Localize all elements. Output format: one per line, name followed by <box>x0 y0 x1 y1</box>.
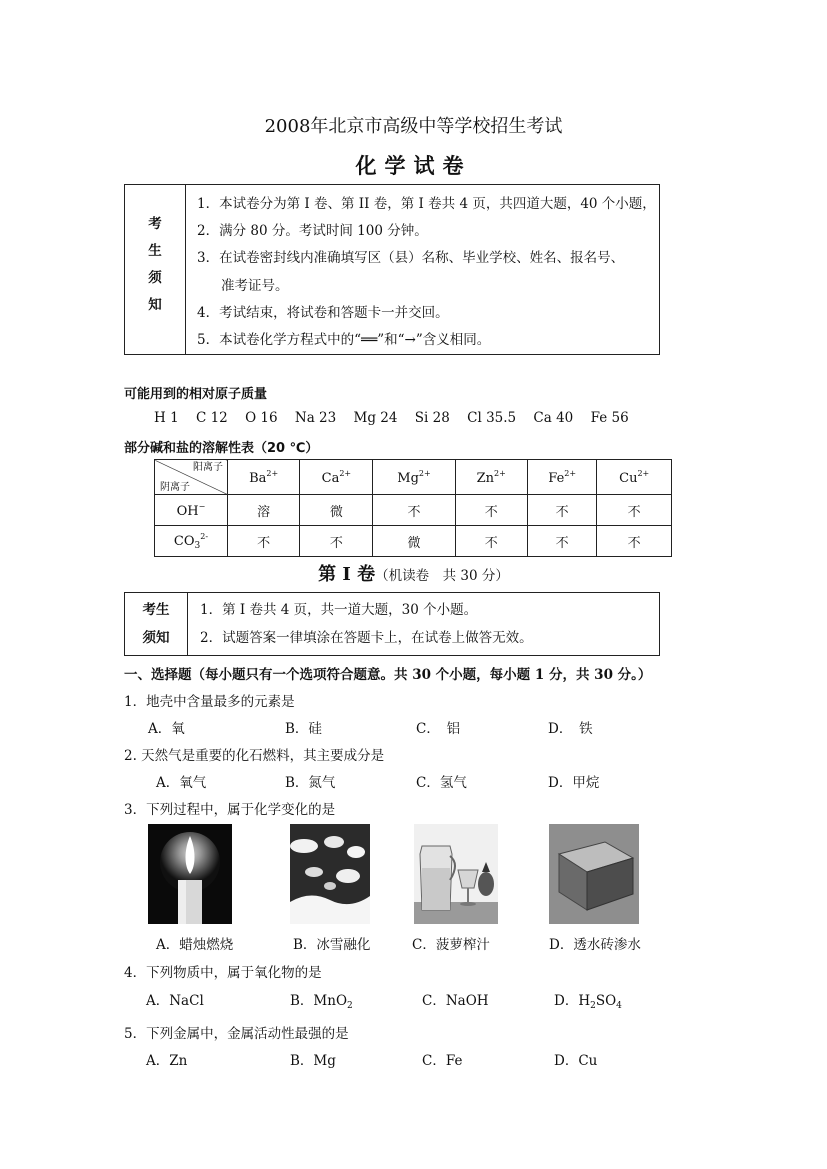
answer-option: C． 铝 <box>416 721 461 737</box>
table-cell: 微 <box>373 526 455 557</box>
table-cell: 不 <box>300 526 373 557</box>
question-stem: 5．下列金属中，金属活动性最强的是 <box>124 1026 349 1042</box>
answer-option: D．$H_2SO_4$ <box>554 993 622 1011</box>
pineapple-juice-image <box>414 824 498 924</box>
table-row <box>155 495 672 526</box>
answer-option: D．透水砖渗水 <box>549 937 641 953</box>
answer-option: C．NaOH <box>422 993 489 1009</box>
answer-option: D．甲烷 <box>548 775 600 791</box>
answer-option: C．菠萝榨汁 <box>412 937 490 953</box>
atomic-mass-list <box>154 410 642 426</box>
answer-option: B．Mg <box>290 1053 336 1069</box>
answer-option: A．NaCl <box>146 993 204 1009</box>
notice-line: 2．试题答案一律填涂在答题卡上，在试卷上做答无效。 <box>200 630 533 646</box>
permeable-brick-image <box>549 824 639 924</box>
section-heading: 一、选择题（每小题只有一个选项符合题意。共 30 个小题，每小题 1 分，共 30 分。） <box>124 667 652 683</box>
cation-header: $Mg^{2+}$ <box>373 460 455 495</box>
table-cell: 不 <box>228 526 300 557</box>
volume-one-title: 第 I 卷 <box>318 564 376 585</box>
notice2-label: 考生 须知 <box>125 593 188 656</box>
cation-header: $Ba^{2+}$ <box>228 460 300 495</box>
answer-option: A．氧 <box>148 721 185 737</box>
question-stem: 1．地壳中含量最多的元素是 <box>124 694 295 710</box>
snow-melting-image <box>290 824 370 924</box>
notice-line: 1．第 I 卷共 4 页，共一道大题，30 个小题。 <box>200 602 478 618</box>
table-cell: 不 <box>373 495 455 526</box>
answer-option: C．氢气 <box>416 775 467 791</box>
table-cell: 不 <box>597 526 672 557</box>
atomic-mass-item: Ca 40 <box>533 410 574 426</box>
answer-option: B．硅 <box>285 721 322 737</box>
notice-label-char: 须 <box>148 270 162 286</box>
answer-option: B．冰雪融化 <box>293 937 371 953</box>
atomic-mass-item: H 1 <box>154 410 179 426</box>
atomic-mass-item: Cl 35.5 <box>467 410 517 426</box>
anion-header: $CO_3^{2-}$ <box>155 526 228 557</box>
table-cell: 不 <box>455 526 528 557</box>
question-stem: 4．下列物质中，属于氧化物的是 <box>124 965 322 981</box>
candle-burning-image <box>148 824 232 924</box>
answer-option: A．蜡烛燃烧 <box>156 937 234 953</box>
atomic-mass-item: Mg 24 <box>353 410 398 426</box>
table-cell: 微 <box>300 495 373 526</box>
table-header-row <box>155 460 672 495</box>
answer-option: C．Fe <box>422 1053 463 1069</box>
cation-header: $Cu^{2+}$ <box>597 460 672 495</box>
exam-title: 2008年北京市高级中等学校招生考试 <box>264 116 563 137</box>
notice-lines <box>186 185 660 355</box>
answer-option: B．MnO$_2$ <box>290 993 353 1011</box>
notice-label-char: 生 <box>148 243 162 259</box>
anion-corner-label: 阴离子 <box>160 482 190 493</box>
anion-header: OH− <box>155 495 228 526</box>
corner-cell <box>155 460 228 495</box>
question-stem: 2. 天然气是重要的化石燃料，其主要成分是 <box>124 748 385 764</box>
atomic-mass-item: Si 28 <box>414 410 450 426</box>
notice-line: 5．本试卷化学方程式中的“══”和“→”含义相同。 <box>197 332 491 349</box>
cation-header: $Ca^{2+}$ <box>300 460 373 495</box>
volume-one-heading <box>0 560 827 586</box>
cation-header: $Fe^{2+}$ <box>528 460 597 495</box>
notice-label <box>125 185 186 355</box>
atomic-mass-item: Na 23 <box>294 410 337 426</box>
answer-option: D． 铁 <box>548 721 593 737</box>
atomic-mass-item: C 12 <box>195 410 228 426</box>
question-stem: 3．下列过程中，属于化学变化的是 <box>124 802 336 818</box>
solubility-heading: 部分碱和盐的溶解性表（20 ℃） <box>124 441 319 456</box>
answer-option: D．Cu <box>554 1053 598 1069</box>
atomic-mass-heading: 可能用到的相对原子质量 <box>124 387 268 402</box>
notice-line: 准考证号。 <box>221 277 289 294</box>
atomic-mass-item: Fe 56 <box>590 410 629 426</box>
volume-one-note: （机读卷 共 30 分） <box>375 568 509 584</box>
table-cell: 不 <box>597 495 672 526</box>
notice-label-char: 知 <box>148 297 162 313</box>
table-cell: 不 <box>528 495 597 526</box>
answer-option: A．Zn <box>146 1053 188 1069</box>
answer-option: A．氧气 <box>156 775 207 791</box>
solubility-table <box>154 459 672 557</box>
candidate-notice-box <box>124 184 660 355</box>
table-row <box>155 526 672 557</box>
notice-line: 4．考试结束，将试卷和答题卡一并交回。 <box>197 304 449 321</box>
answer-option: B．氮气 <box>285 775 336 791</box>
notice-line: 3．在试卷密封线内准确填写区（县）名称、毕业学校、姓名、报名号、 <box>197 250 625 267</box>
table-cell: 不 <box>455 495 528 526</box>
notice-label-char: 考 <box>148 216 162 232</box>
notice2-lines <box>188 593 660 656</box>
notice-line: 1．本试卷分为第 I 卷、第 II 卷，第 I 卷共 4 页，共四道大题，40 个小题， <box>197 196 656 212</box>
cation-corner-label: 阳离子 <box>193 462 223 473</box>
cation-header: $Zn^{2+}$ <box>455 460 528 495</box>
table-cell: 不 <box>528 526 597 557</box>
paper-subtitle: 化学试卷 <box>355 153 472 178</box>
atomic-mass-item: O 16 <box>245 410 278 426</box>
notice-line: 2．满分 80 分。考试时间 100 分钟。 <box>197 223 428 240</box>
table-cell: 溶 <box>228 495 300 526</box>
volume-one-notice-box <box>124 592 660 656</box>
